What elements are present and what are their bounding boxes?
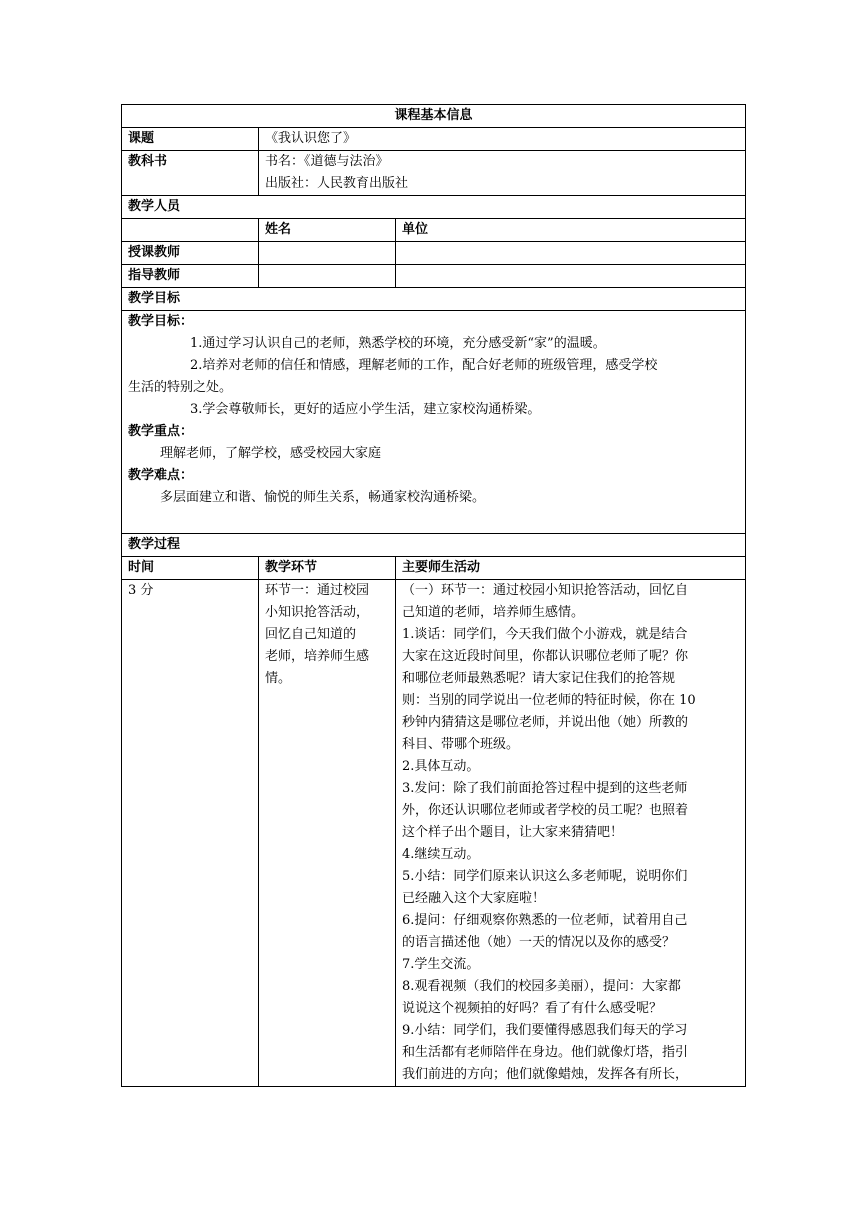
key-point-label: 教学重点： — [128, 424, 194, 439]
process-col-activity: 主要师生活动 — [396, 557, 746, 580]
activity-line: 大家在这近段时间里，你都认识哪位老师了呢？你 — [402, 649, 689, 664]
objectives-sub-label: 教学目标： — [128, 314, 194, 329]
activity-line: 5.小结：同学们原来认识这么多老师呢，说明你们 — [402, 869, 688, 884]
table-title: 课程基本信息 — [122, 105, 746, 128]
activity-line: 和生活都有老师陪伴在身边。他们就像灯塔，指引 — [402, 1045, 689, 1060]
teacher-unit-cell — [396, 242, 746, 265]
activity-line: 外，你还认识哪位老师或者学校的员工呢？也照着 — [402, 803, 689, 818]
step-line: 环节一：通过校园 — [265, 583, 370, 598]
activity-line: 3.发问：除了我们前面抢答过程中提到的这些老师 — [402, 781, 688, 796]
activity-line: 这个样子出个题目，让大家来猜猜吧！ — [402, 825, 624, 840]
advisor-row — [122, 265, 746, 288]
title-row — [122, 105, 746, 128]
activity-line: （一）环节一：通过校园小知识抢答活动，回忆自 — [402, 583, 689, 598]
step-line: 情。 — [265, 671, 292, 686]
staff-header-row — [122, 219, 746, 242]
process-section-row — [122, 534, 746, 557]
textbook-name: 书名：《道德与法治》 — [265, 154, 389, 169]
process-header-row — [122, 557, 746, 580]
process-col-step: 教学环节 — [259, 557, 396, 580]
staff-col-unit: 单位 — [396, 219, 746, 242]
process-row — [122, 580, 746, 1087]
topic-value: 《我认识您了》 — [259, 128, 746, 151]
process-col-time: 时间 — [122, 557, 259, 580]
activity-line: 和哪位老师最熟悉呢？请大家记住我们的抢答规 — [402, 671, 676, 686]
step-line: 小知识抢答活动， — [265, 605, 370, 620]
activity-line: 科目、带哪个班级。 — [402, 737, 520, 752]
process-time: 3 分 — [122, 580, 259, 1087]
teacher-name-cell — [259, 242, 396, 265]
staff-col-name: 姓名 — [259, 219, 396, 242]
activity-line: 1.谈话：同学们，今天我们做个小游戏，就是结合 — [402, 627, 688, 642]
activity-line: 6.提问：仔细观察你熟悉的一位老师，试着用自己 — [402, 913, 688, 928]
textbook-row — [122, 151, 746, 196]
textbook-info — [259, 151, 746, 196]
step-line: 回忆自己知道的 — [265, 627, 357, 642]
activity-line: 7.学生交流。 — [402, 957, 480, 972]
topic-label: 课题 — [122, 128, 259, 151]
advisor-unit-cell — [396, 265, 746, 288]
difficult-point-text: 多层面建立和谐、愉悦的师生关系，畅通家校沟通桥梁。 — [160, 490, 486, 505]
process-step — [259, 580, 396, 1087]
advisor-label: 指导教师 — [122, 265, 259, 288]
activity-line: 则：当别的同学说出一位老师的特征时候，你在 10 — [402, 693, 696, 708]
objectives-row — [122, 311, 746, 534]
activity-line: 2.具体互动。 — [402, 759, 480, 774]
lesson-plan-document — [121, 104, 745, 1087]
activity-line: 我们前进的方向；他们就像蜡烛，发挥各有所长， — [402, 1067, 689, 1082]
staff-section-title: 教学人员 — [122, 196, 746, 219]
activity-line: 己知道的老师，培养师生感情。 — [402, 605, 585, 620]
lesson-plan-table — [121, 104, 746, 1087]
activity-line: 的语言描述他（她）一天的情况以及你的感受？ — [402, 935, 676, 950]
activity-line: 8.观看视频（我们的校园多美丽），提问：大家都 — [402, 979, 681, 994]
key-point-text: 理解老师，了解学校，感受校园大家庭 — [160, 446, 382, 461]
activity-line: 已经融入这个大家庭啦！ — [402, 891, 546, 906]
objective-item-continued: 生活的特别之处。 — [128, 380, 233, 395]
objectives-section-title: 教学目标 — [122, 288, 746, 311]
objective-item: 2.培养对老师的信任和情感，理解老师的工作，配合好老师的班级管理，感受学校 — [190, 358, 658, 373]
process-activity — [396, 580, 746, 1087]
activity-line: 秒钟内猜猜这是哪位老师，并说出他（她）所教的 — [402, 715, 689, 730]
teacher-label: 授课教师 — [122, 242, 259, 265]
objective-item: 1.通过学习认识自己的老师，熟悉学校的环境，充分感受新“家”的温暖。 — [190, 336, 606, 351]
activity-line: 4.继续互动。 — [402, 847, 480, 862]
activity-line: 说说这个视频拍的好吗？看了有什么感受呢？ — [402, 1001, 663, 1016]
step-line: 老师，培养师生感 — [265, 649, 370, 664]
staff-header-blank — [122, 219, 259, 242]
advisor-name-cell — [259, 265, 396, 288]
objectives-content — [122, 311, 746, 534]
activity-line: 9.小结：同学们，我们要懂得感恩我们每天的学习 — [402, 1023, 688, 1038]
staff-section-row — [122, 196, 746, 219]
teacher-row — [122, 242, 746, 265]
textbook-label: 教科书 — [122, 151, 259, 196]
topic-row — [122, 128, 746, 151]
textbook-publisher: 出版社：人民教育出版社 — [265, 176, 409, 191]
process-section-title: 教学过程 — [122, 534, 746, 557]
objective-item: 3.学会尊敬师长，更好的适应小学生活，建立家校沟通桥梁。 — [190, 402, 541, 417]
difficult-point-label: 教学难点： — [128, 468, 194, 483]
objectives-section-row — [122, 288, 746, 311]
